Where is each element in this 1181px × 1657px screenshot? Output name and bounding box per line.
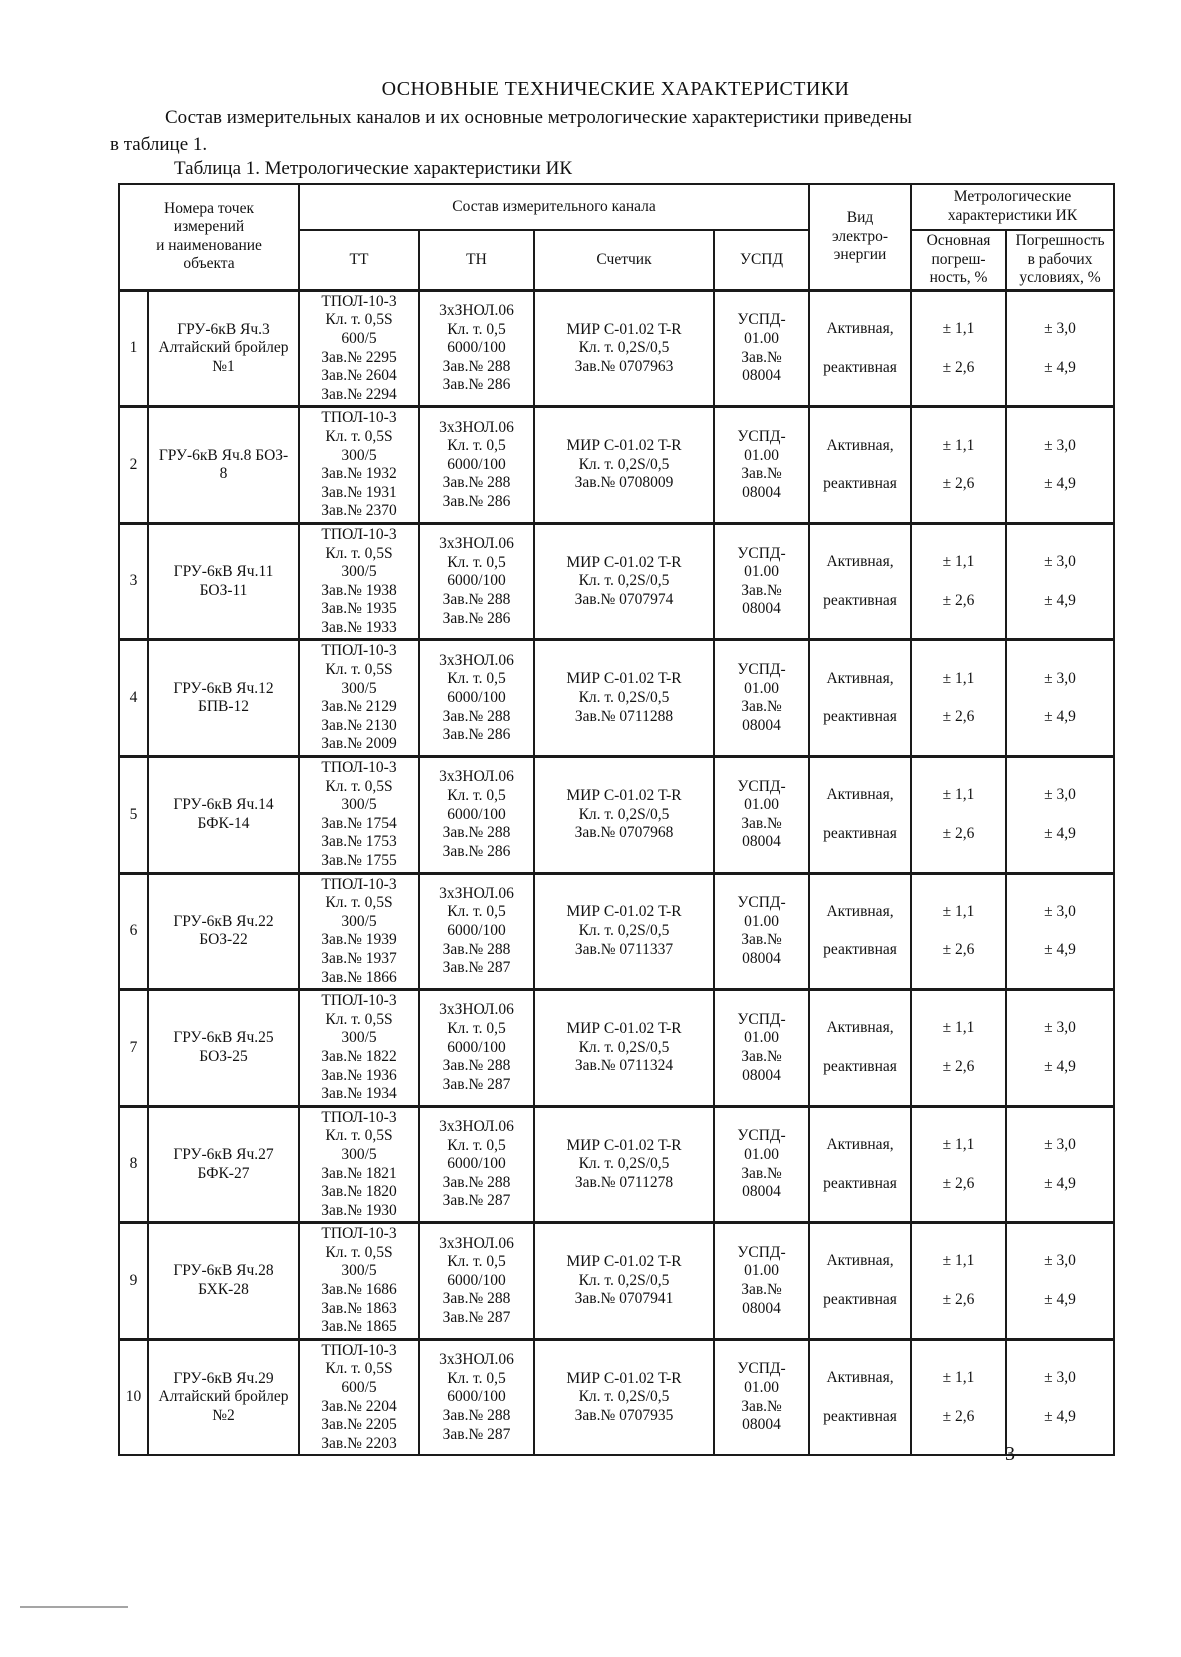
energy-type-cell: Активная, реактивная [809,1223,911,1340]
tn-cell: 3хЗНОЛ.06 Кл. т. 0,5 6000/100 Зав.№ 288 Зав.№ 287 [419,1223,534,1340]
intro-paragraph-line-2: в таблице 1. [110,134,208,155]
counter-cell: МИР С-01.02 T-R Кл. т. 0,2S/0,5 Зав.№ 0711324 [534,990,714,1107]
tt-cell: ТПОЛ-10-3 Кл. т. 0,5S 300/5 Зав.№ 1821 Зав.№ 1820 Зав.№ 1930 [299,1106,419,1223]
uspd-cell: УСПД- 01.00 Зав.№ 08004 [714,523,809,640]
tn-cell: 3хЗНОЛ.06 Кл. т. 0,5 6000/100 Зав.№ 288 Зав.№ 287 [419,990,534,1107]
header-basic-error: Основная погреш- ность, % [911,230,1006,290]
counter-cell: МИР С-01.02 T-R Кл. т. 0,2S/0,5 Зав.№ 0711288 [534,640,714,757]
object-name-cell: ГРУ-6кВ Яч.11 БОЗ-11 [148,523,299,640]
uspd-cell: УСПД- 01.00 Зав.№ 08004 [714,990,809,1107]
tt-cell: ТПОЛ-10-3 Кл. т. 0,5S 300/5 Зав.№ 2129 Зав.№ 2130 Зав.№ 2009 [299,640,419,757]
work-error-cell: ± 3,0 ± 4,9 [1006,757,1114,874]
uspd-cell: УСПД- 01.00 Зав.№ 08004 [714,757,809,874]
tn-cell: 3хЗНОЛ.06 Кл. т. 0,5 6000/100 Зав.№ 288 Зав.№ 286 [419,757,534,874]
intro-paragraph-line-1: Состав измерительных каналов и их основные метрологические характеристики приведены [165,107,912,128]
row-number-cell: 6 [119,873,148,990]
tn-cell: 3хЗНОЛ.06 Кл. т. 0,5 6000/100 Зав.№ 288 Зав.№ 286 [419,640,534,757]
work-error-cell: ± 3,0 ± 4,9 [1006,873,1114,990]
work-error-cell: ± 3,0 ± 4,9 [1006,1223,1114,1340]
energy-type-cell: Активная, реактивная [809,990,911,1107]
uspd-cell: УСПД- 01.00 Зав.№ 08004 [714,290,809,407]
energy-type-cell: Активная, реактивная [809,290,911,407]
basic-error-cell: ± 1,1 ± 2,6 [911,757,1006,874]
header-metrology-group: Метрологические характеристики ИК [911,184,1114,230]
tn-cell: 3хЗНОЛ.06 Кл. т. 0,5 6000/100 Зав.№ 288 Зав.№ 287 [419,873,534,990]
header-counter: Счетчик [534,230,714,290]
energy-type-cell: Активная, реактивная [809,873,911,990]
work-error-cell: ± 3,0 ± 4,9 [1006,523,1114,640]
object-name-cell: ГРУ-6кВ Яч.8 БОЗ- 8 [148,407,299,524]
tn-cell: 3хЗНОЛ.06 Кл. т. 0,5 6000/100 Зав.№ 288 Зав.№ 286 [419,523,534,640]
table-header-row-1 [119,184,1114,230]
row-number-cell: 7 [119,990,148,1107]
table-caption: Таблица 1. Метрологические характеристики ИК [174,158,572,179]
table-row [119,1223,1114,1340]
table-row [119,523,1114,640]
row-number-cell: 10 [119,1339,148,1455]
counter-cell: МИР С-01.02 T-R Кл. т. 0,2S/0,5 Зав.№ 0711278 [534,1106,714,1223]
counter-cell: МИР С-01.02 T-R Кл. т. 0,2S/0,5 Зав.№ 0707963 [534,290,714,407]
basic-error-cell: ± 1,1 ± 2,6 [911,873,1006,990]
basic-error-cell: ± 1,1 ± 2,6 [911,1339,1006,1455]
uspd-cell: УСПД- 01.00 Зав.№ 08004 [714,407,809,524]
header-work-error: Погрешность в рабочих условиях, % [1006,230,1114,290]
tt-cell: ТПОЛ-10-3 Кл. т. 0,5S 600/5 Зав.№ 2295 Зав.№ 2604 Зав.№ 2294 [299,290,419,407]
tt-cell: ТПОЛ-10-3 Кл. т. 0,5S 300/5 Зав.№ 1822 Зав.№ 1936 Зав.№ 1934 [299,990,419,1107]
work-error-cell: ± 3,0 ± 4,9 [1006,407,1114,524]
row-number-cell: 4 [119,640,148,757]
uspd-cell: УСПД- 01.00 Зав.№ 08004 [714,640,809,757]
uspd-cell: УСПД- 01.00 Зав.№ 08004 [714,1223,809,1340]
basic-error-cell: ± 1,1 ± 2,6 [911,1106,1006,1223]
object-name-cell: ГРУ-6кВ Яч.28 БХК-28 [148,1223,299,1340]
object-name-cell: ГРУ-6кВ Яч.29 Алтайский бройлер №2 [148,1339,299,1455]
basic-error-cell: ± 1,1 ± 2,6 [911,290,1006,407]
row-number-cell: 1 [119,290,148,407]
header-uspd: УСПД [714,230,809,290]
scan-artifact-dash [20,1606,128,1608]
table-row [119,990,1114,1107]
uspd-cell: УСПД- 01.00 Зав.№ 08004 [714,1106,809,1223]
table-row [119,1339,1114,1455]
tn-cell: 3хЗНОЛ.06 Кл. т. 0,5 6000/100 Зав.№ 288 Зав.№ 287 [419,1106,534,1223]
object-name-cell: ГРУ-6кВ Яч.22 БОЗ-22 [148,873,299,990]
tt-cell: ТПОЛ-10-3 Кл. т. 0,5S 300/5 Зав.№ 1754 Зав.№ 1753 Зав.№ 1755 [299,757,419,874]
table-row [119,407,1114,524]
object-name-cell: ГРУ-6кВ Яч.12 БПВ-12 [148,640,299,757]
row-number-cell: 3 [119,523,148,640]
counter-cell: МИР С-01.02 T-R Кл. т. 0,2S/0,5 Зав.№ 0707968 [534,757,714,874]
uspd-cell: УСПД- 01.00 Зав.№ 08004 [714,873,809,990]
tt-cell: ТПОЛ-10-3 Кл. т. 0,5S 300/5 Зав.№ 1932 Зав.№ 1931 Зав.№ 2370 [299,407,419,524]
table-row [119,640,1114,757]
counter-cell: МИР С-01.02 T-R Кл. т. 0,2S/0,5 Зав.№ 0711337 [534,873,714,990]
header-measurement-points: Номера точек измерений и наименование объекта [119,184,299,290]
counter-cell: МИР С-01.02 T-R Кл. т. 0,2S/0,5 Зав.№ 0707941 [534,1223,714,1340]
basic-error-cell: ± 1,1 ± 2,6 [911,407,1006,524]
table-row [119,873,1114,990]
metrology-table [118,183,1115,1456]
counter-cell: МИР С-01.02 T-R Кл. т. 0,2S/0,5 Зав.№ 0707974 [534,523,714,640]
uspd-cell: УСПД- 01.00 Зав.№ 08004 [714,1339,809,1455]
energy-type-cell: Активная, реактивная [809,407,911,524]
work-error-cell: ± 3,0 ± 4,9 [1006,290,1114,407]
work-error-cell: ± 3,0 ± 4,9 [1006,1106,1114,1223]
row-number-cell: 5 [119,757,148,874]
row-number-cell: 2 [119,407,148,524]
header-tn: ТН [419,230,534,290]
table-row [119,290,1114,407]
row-number-cell: 8 [119,1106,148,1223]
basic-error-cell: ± 1,1 ± 2,6 [911,1223,1006,1340]
energy-type-cell: Активная, реактивная [809,640,911,757]
page-title: ОСНОВНЫЕ ТЕХНИЧЕСКИЕ ХАРАКТЕРИСТИКИ [381,78,850,100]
tn-cell: 3хЗНОЛ.06 Кл. т. 0,5 6000/100 Зав.№ 288 Зав.№ 286 [419,290,534,407]
tt-cell: ТПОЛ-10-3 Кл. т. 0,5S 600/5 Зав.№ 2204 Зав.№ 2205 Зав.№ 2203 [299,1339,419,1455]
basic-error-cell: ± 1,1 ± 2,6 [911,640,1006,757]
energy-type-cell: Активная, реактивная [809,523,911,640]
table-row [119,757,1114,874]
tn-cell: 3хЗНОЛ.06 Кл. т. 0,5 6000/100 Зав.№ 288 Зав.№ 287 [419,1339,534,1455]
energy-type-cell: Активная, реактивная [809,1339,911,1455]
header-energy-type: Вид электро- энергии [809,184,911,290]
work-error-cell: ± 3,0 ± 4,9 [1006,990,1114,1107]
tt-cell: ТПОЛ-10-3 Кл. т. 0,5S 300/5 Зав.№ 1938 Зав.№ 1935 Зав.№ 1933 [299,523,419,640]
tt-cell: ТПОЛ-10-3 Кл. т. 0,5S 300/5 Зав.№ 1686 Зав.№ 1863 Зав.№ 1865 [299,1223,419,1340]
tt-cell: ТПОЛ-10-3 Кл. т. 0,5S 300/5 Зав.№ 1939 Зав.№ 1937 Зав.№ 1866 [299,873,419,990]
header-channel-composition-group: Состав измерительного канала [299,184,809,230]
page-number: 3 [1005,1443,1015,1465]
work-error-cell: ± 3,0 ± 4,9 [1006,1339,1114,1455]
basic-error-cell: ± 1,1 ± 2,6 [911,523,1006,640]
tn-cell: 3хЗНОЛ.06 Кл. т. 0,5 6000/100 Зав.№ 288 Зав.№ 286 [419,407,534,524]
energy-type-cell: Активная, реактивная [809,757,911,874]
counter-cell: МИР С-01.02 T-R Кл. т. 0,2S/0,5 Зав.№ 0708009 [534,407,714,524]
header-tt: ТТ [299,230,419,290]
counter-cell: МИР С-01.02 T-R Кл. т. 0,2S/0,5 Зав.№ 0707935 [534,1339,714,1455]
table-row [119,1106,1114,1223]
object-name-cell: ГРУ-6кВ Яч.25 БОЗ-25 [148,990,299,1107]
work-error-cell: ± 3,0 ± 4,9 [1006,640,1114,757]
row-number-cell: 9 [119,1223,148,1340]
object-name-cell: ГРУ-6кВ Яч.14 БФК-14 [148,757,299,874]
energy-type-cell: Активная, реактивная [809,1106,911,1223]
basic-error-cell: ± 1,1 ± 2,6 [911,990,1006,1107]
object-name-cell: ГРУ-6кВ Яч.3 Алтайский бройлер №1 [148,290,299,407]
object-name-cell: ГРУ-6кВ Яч.27 БФК-27 [148,1106,299,1223]
